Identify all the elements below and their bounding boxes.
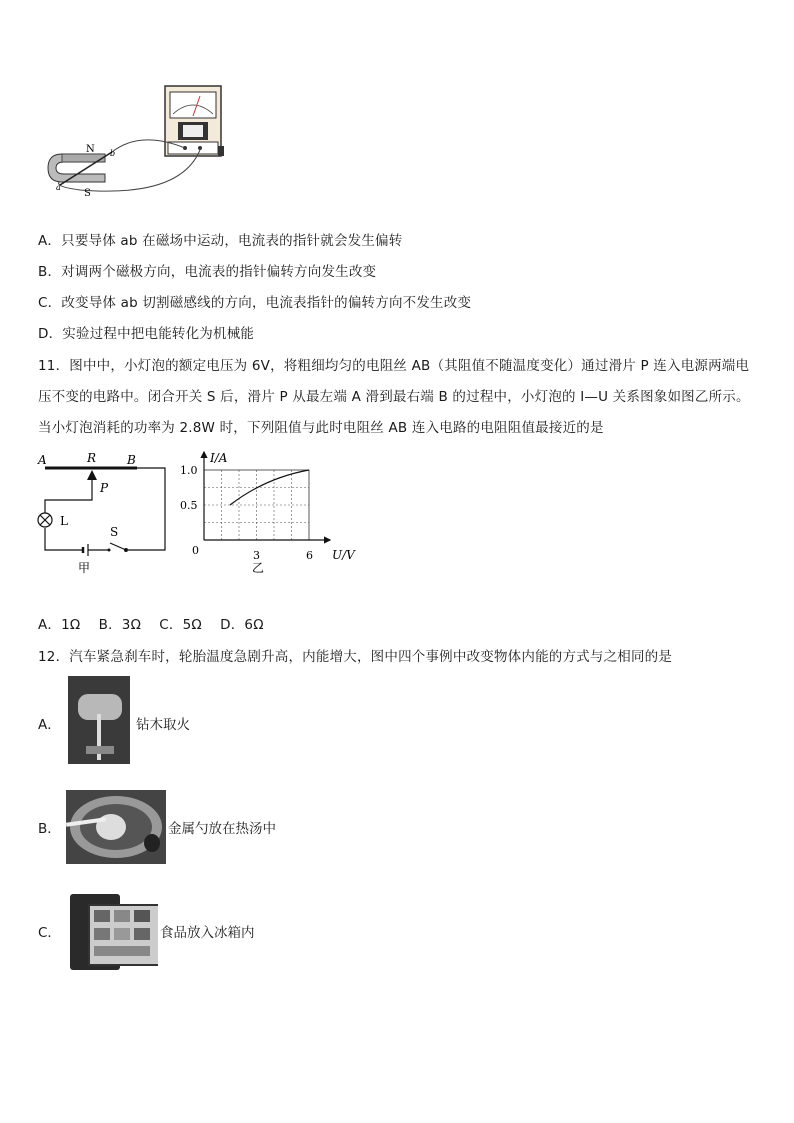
circuit-label-s: S: [110, 525, 119, 539]
q10-option-a: A．只要导体 ab 在磁场中运动，电流表的指针就会发生偏转: [38, 233, 403, 249]
magnet-n-label: N: [86, 144, 95, 155]
q11-stem-line2: 压不变的电路中。闭合开关 S 后，滑片 P 从最左端 A 滑到最右端 B 的过程中，小灯泡的 I—U 关系图象如图乙所示。: [38, 389, 750, 405]
q11-stem-line1: 11．图中中，小灯泡的额定电压为 6V，将粗细均匀的电阻丝 AB（其阻值不随温度变化）通过滑片 P 连入电源两端电: [38, 358, 750, 374]
spoon-in-soup-photo: [66, 790, 166, 864]
circuit-label-l: L: [60, 514, 68, 528]
drilling-wood-photo: [68, 676, 130, 764]
q12-option-b-label: B．: [38, 821, 61, 837]
circuit-diagram: [30, 448, 180, 578]
induction-experiment-figure: [40, 80, 230, 198]
q12-stem: 12．汽车紧急刹车时，轮胎温度急剧升高，内能增大，图中四个事例中改变物体内能的方式与之相同的是: [38, 649, 673, 665]
conductor-a-label: a: [56, 183, 61, 192]
graph-x-tick-3: 3: [253, 549, 260, 562]
graph-y-axis-label: I/A: [210, 451, 228, 465]
graph-x-tick-6: 6: [306, 549, 313, 562]
circuit-label-b: B: [127, 453, 136, 467]
q10-option-b: B．对调两个磁极方向，电流表的指针偏转方向发生改变: [38, 264, 377, 280]
iu-graph: [180, 446, 360, 576]
graph-grid: [204, 470, 309, 540]
q10-option-d: D．实验过程中把电能转化为机械能: [38, 326, 255, 342]
q12-option-c-text: 食品放入冰箱内: [160, 925, 255, 941]
q11-stem-line3: 当小灯泡消耗的功率为 2.8W 时，下列阻值与此时电阻丝 AB 连入电路的电阻阻值最接近的是: [38, 420, 604, 436]
q10-option-c: C．改变导体 ab 切割磁感线的方向，电流表指针的偏转方向不发生改变: [38, 295, 472, 311]
q12-option-c-label: C．: [38, 925, 61, 941]
q12-option-a-label: A．: [38, 717, 61, 733]
graph-caption: 乙: [252, 561, 265, 575]
circuit-label-p: P: [100, 481, 109, 495]
circuit-caption: 甲: [78, 561, 91, 575]
graph-y-tick-05: 0.5: [180, 499, 198, 512]
graph-x-axis-label: U/V: [332, 548, 355, 562]
q12-option-b-text: 金属勺放在热汤中: [168, 821, 276, 837]
q12-option-a-text: 钻木取火: [136, 717, 190, 733]
circuit-label-r: R: [87, 451, 97, 465]
graph-origin: 0: [192, 544, 199, 557]
circuit-label-a: A: [38, 453, 47, 467]
graph-y-tick-1: 1.0: [180, 464, 198, 477]
q11-options: A．1Ω B．3Ω C．5Ω D．6Ω: [38, 617, 264, 633]
magnet-s-label: S: [84, 188, 91, 198]
conductor-b-label: b: [110, 149, 116, 158]
fridge-photo: [68, 890, 158, 972]
